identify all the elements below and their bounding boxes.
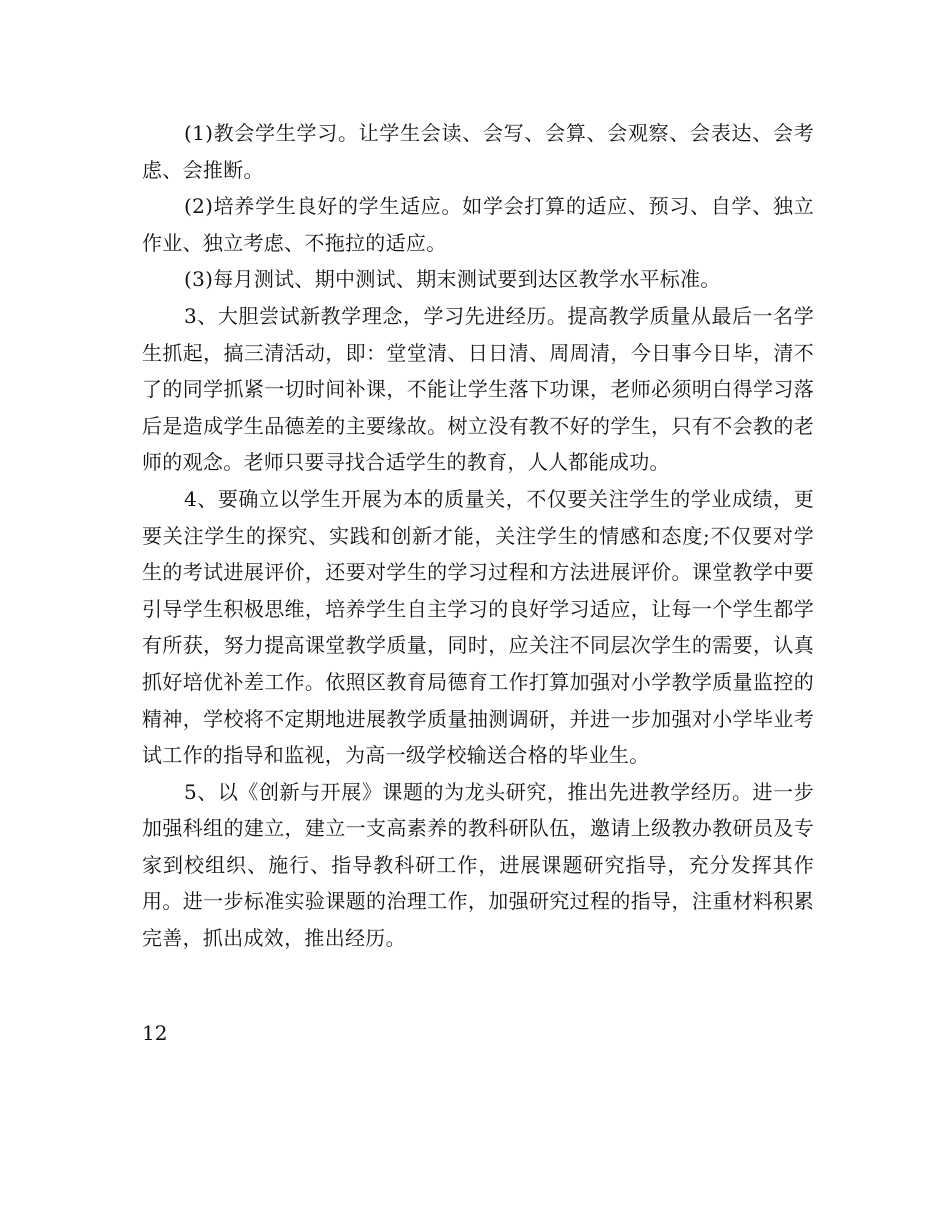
paragraph-item-2: (2)培养学生良好的学生适应。如学会打算的适应、预习、自学、独立作业、独立考虑、不拖拉的适应。: [142, 194, 814, 255]
paragraph-item-1: (1)教会学生学习。让学生会读、会写、会算、会观察、会表达、会考虑、会推断。: [142, 121, 814, 182]
page-number: 12: [142, 1021, 168, 1045]
document-body: [142, 115, 814, 957]
paragraph-section-5: 5、以《创新与开展》课题的为龙头研究，推出先进教学经历。进一步加强科组的建立，建立一支高素养的教科研队伍，邀请上级教办教研员及专家到校组织、施行、指导教科研工作，进展课题研究指导，充分发挥其作用。进一步标准实验课题的治理工作，加强研究过程的指导，注重材料积累完善，抓出成效，推出经历。: [142, 779, 814, 951]
paragraph-section-3: 3、大胆尝试新教学理念，学习先进经历。提高教学质量从最后一名学生抓起，搞三清活动，即：堂堂清、日日清、周周清，今日事今日毕，清不了的同学抓紧一切时间补课，不能让学生落下功课，老师必须明白得学习落后是造成学生品德差的主要缘故。树立没有教不好的学生，只有不会教的老师的观念。老师只要寻找合适学生的教育，人人都能成功。: [142, 303, 814, 475]
paragraph-item-3: (3)每月测试、期中测试、期末测试要到达区教学水平标准。: [184, 267, 721, 292]
paragraph-section-4: 4、要确立以学生开展为本的质量关，不仅要关注学生的学业成绩，更要关注学生的探究、实践和创新才能，关注学生的情感和态度;不仅要对学生的考试进展评价，还要对学生的学习过程和方法进展评价。课堂教学中要引导学生积极思维，培养学生自主学习的良好学习适应，让每一个学生都学有所获，努力提高课堂教学质量，同时，应关注不同层次学生的需要，认真抓好培优补差工作。依照区教育局德育工作打算加强对小学教学质量监控的精神，学校将不定期地进展教学质量抽测调研，并进一步加强对小学毕业考试工作的指导和监视，为高一级学校输送合格的毕业生。: [142, 486, 814, 768]
